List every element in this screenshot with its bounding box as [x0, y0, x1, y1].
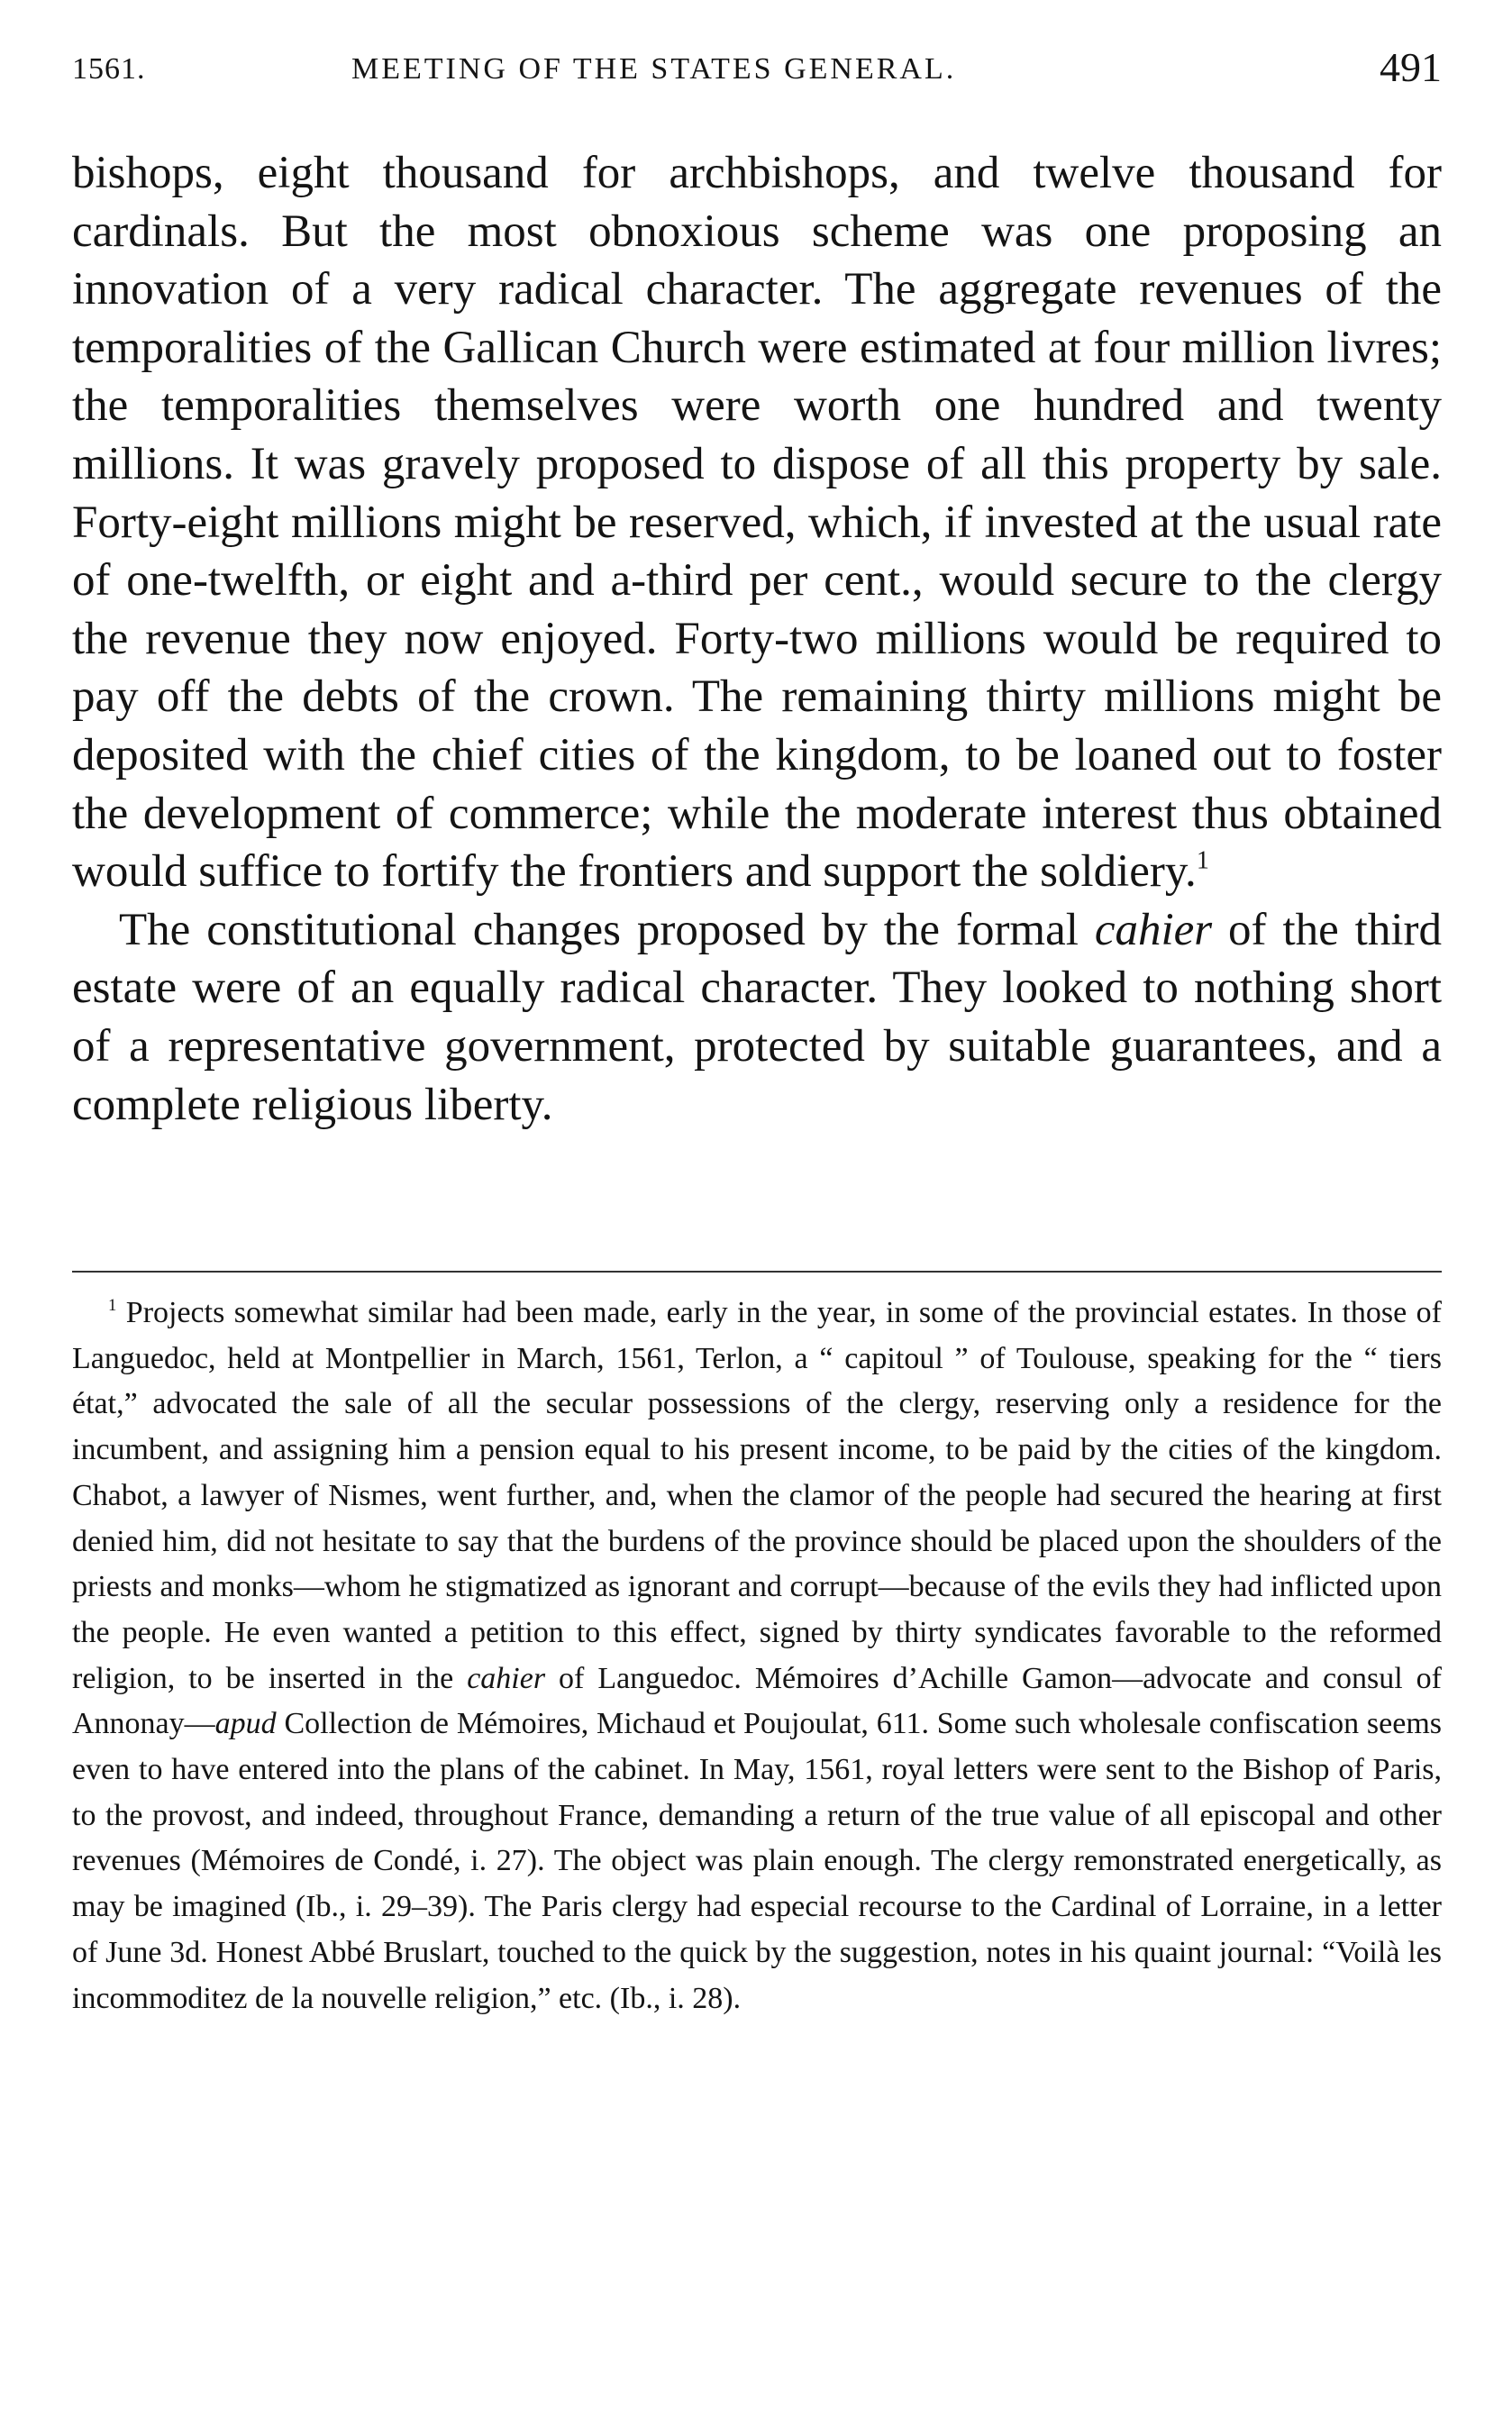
footnote	[72, 1291, 1442, 2021]
paragraph-constitutional-changes	[72, 901, 1442, 1134]
footnote-italic-apud: apud	[214, 1707, 277, 1741]
paragraph-1-text: bishops, eight thousand for archbishops, and twelve thousand for cardinals. But the most obnoxious scheme was one proposing an innovation of a very radical character. The aggregate revenues of the temporalities of the Gallican Church were estimated at four million livres; the temporalities themselves were worth one hundred and twenty millions. It was gravely proposed to dispose of all this property by sale. Forty-eight millions might be reserved, which, if invested at the usual rate of one-twelfth, or eight and a-third per cent., would secure to the clergy the revenue they now enjoyed. Forty-two millions would be required to pay off the debts of the crown. The remaining thirty millions might be deposited with the chief cities of the kingdom, to be loaned out to foster the development of commerce; while the moderate interest thus obtained would suffice to fortify the frontiers and support the soldiery.	[72, 148, 1442, 898]
running-head-title: MEETING OF THE STATES GENERAL.	[351, 52, 957, 86]
footnote-reference: 1	[1196, 846, 1209, 875]
running-head-year: 1561.	[72, 52, 146, 86]
footnote-text-1: Projects somewhat similar had been made, early in the year, in some of the provincial estates. In those of Languedoc, held at Montpellier in March, 1561, Terlon, a “ capitoul ” of Toulouse, speaking for the “ tiers état,” advocated the sale of all the secular possessions of the clergy, reserving only a residence for the incumbent, and assigning him a pension equal to his present income, to be paid by the cities of the kingdom. Chabot, a lawyer of Nismes, went further, and, when the clamor of the people had secured the hearing at first denied him, did not hesitate to say that the burdens of the province should be placed upon the shoulders of the priests and monks—whom he stigmatized as ignorant and corrupt—because of the evils they had inflicted upon the people. He even wanted a petition to this effect, signed by thirty syndicates favorable to the reformed religion, to be inserted in the	[72, 1296, 1442, 1695]
running-head	[72, 43, 1442, 97]
footnote-italic-cahier: cahier	[467, 1661, 546, 1695]
main-text	[72, 144, 1442, 1134]
footnote-text-3: Collection de Mémoires, Michaud et Poujoulat, 611. Some such wholesale confiscation seems even to have entered into the plans of the cabinet. In May, 1561, royal letters were sent to the Bishop of Paris, to the provost, and indeed, throughout France, demanding a return of the true value of all episcopal and other revenues (Mémoires de Condé, i. 27). The object was plain enough. The clergy remonstrated energetically, as may be imagined (Ib., i. 29–39). The Paris clergy had especial recourse to the Cardinal of Lorraine, in a letter of June 3d. Honest Abbé Bruslart, touched to the quick by the suggestion, notes in his quaint journal: “Voilà les incommoditez de la nouvelle religion,” etc. (Ib., i. 28).	[72, 1707, 1442, 2015]
paragraph-2-text-b: of the third estate were of an equally radical character. They looked to nothing short of a representative government, protected by suitable guarantees, and a complete religious liberty.	[72, 904, 1442, 1130]
paragraph-continued	[72, 144, 1442, 901]
page-number: 491	[1380, 44, 1442, 90]
footnote-text-2: of Languedoc. Mémoires d’Achille Gamon—advocate and consul of Annonay—	[72, 1661, 1442, 1741]
footnote-marker: 1	[108, 1295, 117, 1315]
footnote-divider	[72, 1271, 1442, 1273]
paragraph-2-italic-term: cahier	[1094, 904, 1213, 955]
footnote-paragraph	[72, 1291, 1442, 2021]
paragraph-2-text-a: The constitutional changes proposed by the formal	[119, 904, 1095, 955]
